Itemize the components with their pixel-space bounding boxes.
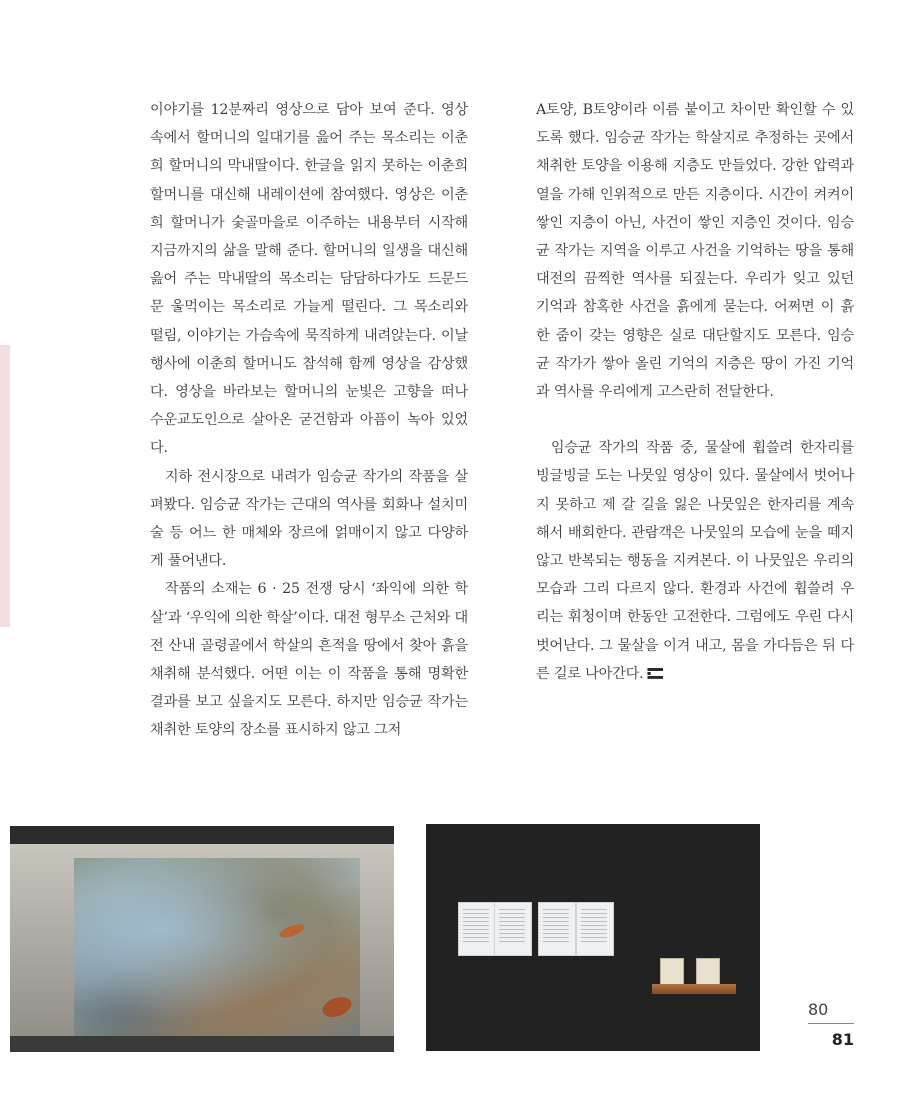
leaf-shape	[320, 993, 354, 1020]
left-column	[150, 96, 468, 745]
wall-document-sheet	[458, 902, 496, 956]
page-numbers	[800, 1000, 860, 1049]
right-paragraph-1: A토양, B토양이라 이름 붙이고 차이만 확인할 수 있도록 했다. 임승균 작가는 학살지로 추정하는 곳에서 채취한 토양을 이용해 지층도 만들었다. 강한 압력과 열을 가해 인위적으로 만든 지층이다. 시간이 켜켜이 쌓인 지층이 아닌, 사건이 쌓인 지층인 것이다. 임승균 작가는 지역을 이루고 사건을 기억하는 땅을 통해 대전의 끔찍한 역사를 되짚는다. 우리가 잊고 있던 기억과 참혹한 사건을 흙에게 묻는다. 어쩌면 이 흙 한 줌이 갖는 영향은 실로 대단할지도 모른다. 임승균 작가가 쌓아 올린 기억의 지층은 땅이 가진 기억과 역사를 우리에게 고스란히 전달한다.	[536, 102, 854, 401]
soil-sample-object	[660, 958, 684, 986]
wall-document-sheet	[538, 902, 576, 956]
left-paragraph-1: 이야기를 12분짜리 영상으로 담아 보여 준다. 영상 속에서 할머니의 일대기를 읊어 주는 목소리는 이춘희 할머니의 막내딸이다. 한글을 읽지 못하는 이춘희 할머니를 대신해 내레이션에 참여했다. 영상은 이춘희 할머니가 숯골마을로 이주하는 내용부터 시작해 지금까지의 삶을 말해 준다. 할머니의 일생을 대신해 읊어 주는 막내딸의 목소리는 담담하다가도 드문드문 울먹이는 목소리로 가늘게 떨린다. 그 목소리와 떨림, 이야기는 가슴속에 묵직하게 내려앉는다. 이날 행사에 이춘희 할머니도 참석해 함께 영상을 감상했다. 영상을 바라보는 할머니의 눈빛은 고향을 떠나 수운교도인으로 살아온 굳건함과 아픔이 녹아 있었다.	[150, 102, 468, 457]
leaf-shape	[278, 922, 306, 940]
stream-video-photo	[10, 826, 394, 1052]
projected-stream-image	[74, 858, 360, 1036]
right-paragraph-2-wrap	[536, 434, 854, 688]
wall-shelf	[652, 984, 736, 994]
page-number-divider	[808, 1023, 854, 1024]
soil-sample-object	[696, 958, 720, 986]
end-mark-icon	[647, 668, 663, 679]
page-number-left: 80	[808, 1000, 829, 1019]
exhibition-wall-photo	[426, 824, 760, 1051]
paragraph-gap	[536, 406, 854, 434]
right-column	[536, 96, 854, 688]
gallery-ceiling	[10, 826, 394, 844]
right-paragraph-2: 임승균 작가의 작품 중, 물살에 휩쓸려 한자리를 빙글빙글 도는 나뭇잎 영상이 있다. 물살에서 벗어나지 못하고 제 갈 길을 잃은 나뭇잎은 한자리를 계속해서 배회한다. 관람객은 나뭇잎의 모습에 눈을 떼지 않고 반복되는 행동을 지켜본다. 이 나뭇잎은 우리의 모습과 그리 다르지 않다. 환경과 사건에 휩쓸려 우리는 휘청이며 한동안 고전한다. 그럼에도 우린 다시 벗어난다. 그 물살을 이겨 내고, 몸을 가다듬은 뒤 다른 길로 나아간다.	[536, 440, 854, 682]
side-color-band	[0, 345, 10, 627]
gallery-floor	[10, 1036, 394, 1052]
wall-document-sheet	[576, 902, 614, 956]
wall-document-sheet	[494, 902, 532, 956]
page-number-right: 81	[831, 1030, 854, 1049]
left-paragraph-3: 작품의 소재는 6 · 25 전쟁 당시 ‘좌익에 의한 학살’과 ‘우익에 의한 학살’이다. 대전 형무소 근처와 대전 산내 골령골에서 학살의 흔적을 땅에서 찾아 흙을 채취해 분석했다. 어떤 이는 이 작품을 통해 명확한 결과를 보고 싶을지도 모른다. 하지만 임승균 작가는 채취한 토양의 장소를 표시하지 않고 그저	[150, 581, 468, 739]
left-paragraph-2: 지하 전시장으로 내려가 임승균 작가의 작품을 살펴봤다. 임승균 작가는 근대의 역사를 회화나 설치미술 등 어느 한 매체와 장르에 얽매이지 않고 다양하게 풀어낸다.	[150, 468, 468, 570]
